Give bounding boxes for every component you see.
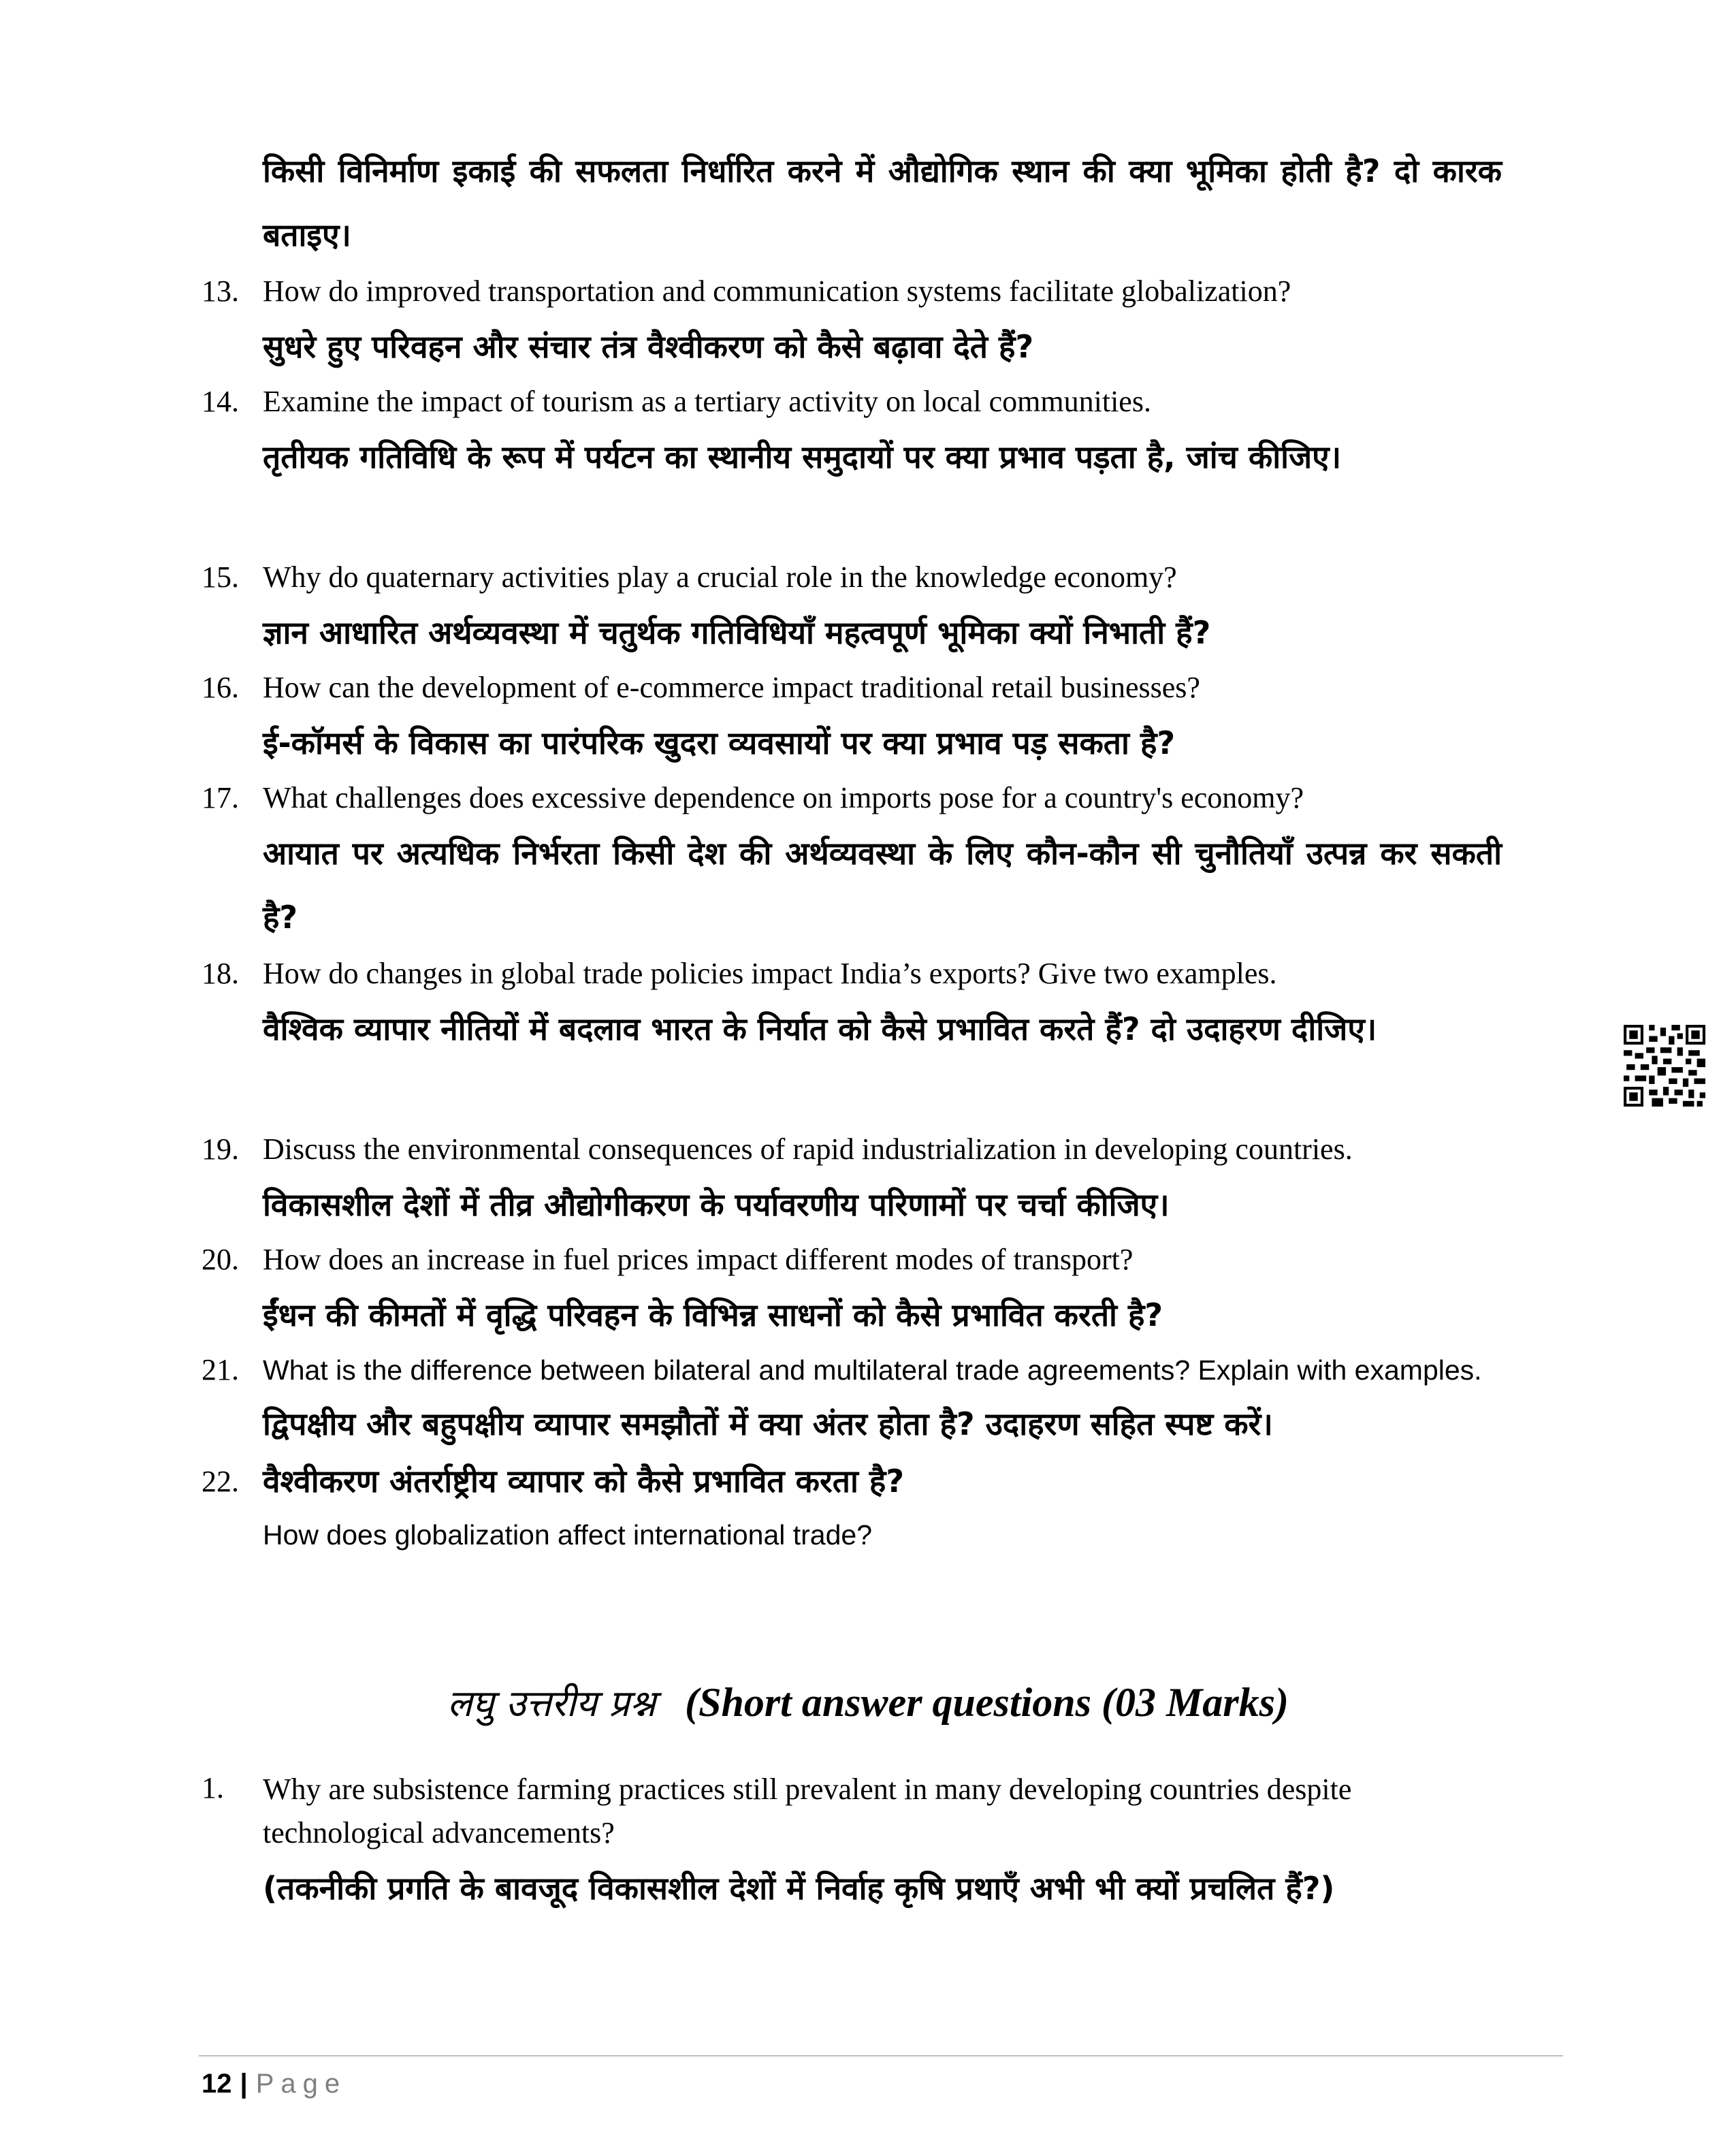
section-heading [0,1675,1736,1731]
question-21-number: 21. [202,1353,239,1386]
section-heading-english: (Short answer questions (03 Marks) [685,1680,1289,1725]
qr-code-icon [1624,1025,1705,1107]
question-15-english: Why do quaternary activities play a crucial role in the knowledge economy? [263,560,1177,594]
section-heading-hindi: लघु उत्तरीय प्रश्न [447,1682,656,1725]
question-20-english: How does an increase in fuel prices impact different modes of transport? [263,1243,1134,1276]
short-question-1-english: Why are subsistence farming practices still prevalent in many developing countries despite technological advancements? [263,1773,1352,1849]
question-18-hindi: वैश्विक व्यापार नीतियों में बदलाव भारत के निर्यात को कैसे प्रभावित करते हैं? दो उदाहरण दीजिए। [263,1011,1377,1047]
question-20-hindi: ईंधन की कीमतों में वृद्धि परिवहन के विभिन्न साधनों को कैसे प्रभावित करती है? [263,1297,1163,1333]
question-22-english: How does globalization affect international trade? [263,1519,872,1551]
question-19-english: Discuss the environmental consequences of rapid industrialization in developing countries. [263,1132,1353,1166]
question-20-number: 20. [202,1243,239,1276]
question-18-english: How do changes in global trade policies impact India’s exports? Give two examples. [263,957,1277,990]
question-15-number: 15. [202,560,239,594]
page-number: 12 [202,2069,232,2099]
footer-separator: | [240,2069,248,2099]
question-13-number: 13. [202,274,239,308]
question-17-number: 17. [202,781,239,814]
question-12-hindi: किसी विनिर्माण इकाई की सफलता निर्धारित करने में औद्योगिक स्थान की क्या भूमिका होती है? दो कारक बताइए। [263,153,1502,253]
question-15-hindi: ज्ञान आधारित अर्थव्यवस्था में चतुर्थक गतिविधियाँ महत्वपूर्ण भूमिका क्यों निभाती हैं? [263,614,1211,651]
question-17-english: What challenges does excessive dependence on imports pose for a country's economy? [263,781,1304,814]
page-label: Page [255,2069,347,2099]
question-16-hindi: ई-कॉमर्स के विकास का पारंपरिक खुदरा व्यवसायों पर क्या प्रभाव पड़ सकता है? [263,725,1176,761]
question-19-number: 19. [202,1132,239,1166]
question-22-number: 22. [202,1465,239,1498]
question-21-english: What is the difference between bilateral and multilateral trade agreements? Explain with examples. [263,1354,1482,1386]
short-question-1-hindi: (तकनीकी प्रगति के बावजूद विकासशील देशों में निर्वाह कृषि प्रथाएँ अभी भी क्यों प्रचलित हैं?) [263,1870,1335,1907]
question-16-number: 16. [202,671,239,704]
question-19-hindi: विकासशील देशों में तीव्र औद्योगीकरण के पर्यावरणीय परिणामों पर चर्चा कीजिए। [263,1186,1170,1223]
footer-divider [199,2055,1563,2056]
question-21-hindi: द्विपक्षीय और बहुपक्षीय व्यापार समझौतों में क्या अंतर होता है? उदाहरण सहित स्पष्ट करें। [263,1405,1273,1442]
short-question-1-number: 1. [202,1771,224,1805]
question-14-english: Examine the impact of tourism as a tertiary activity on local communities. [263,385,1151,418]
question-14-number: 14. [202,385,239,418]
question-13-english: How do improved transportation and communication systems facilitate globalization? [263,274,1291,308]
page-footer [202,2063,347,2104]
question-18-number: 18. [202,957,239,990]
question-16-english: How can the development of e-commerce impact traditional retail businesses? [263,671,1200,704]
question-13-hindi: सुधरे हुए परिवहन और संचार तंत्र वैश्वीकरण को कैसे बढ़ावा देते हैं? [263,328,1034,365]
question-22-hindi: वैश्वीकरण अंतर्राष्ट्रीय व्यापार को कैसे प्रभावित करता है? [263,1463,905,1499]
question-17-hindi: आयात पर अत्यधिक निर्भरता किसी देश की अर्थव्यवस्था के लिए कौन-कौन सी चुनौतियाँ उत्पन्न कर सकती है? [263,835,1502,936]
question-14-hindi: तृतीयक गतिविधि के रूप में पर्यटन का स्थानीय समुदायों पर क्या प्रभाव पड़ता है, जांच कीजिए। [263,439,1342,475]
